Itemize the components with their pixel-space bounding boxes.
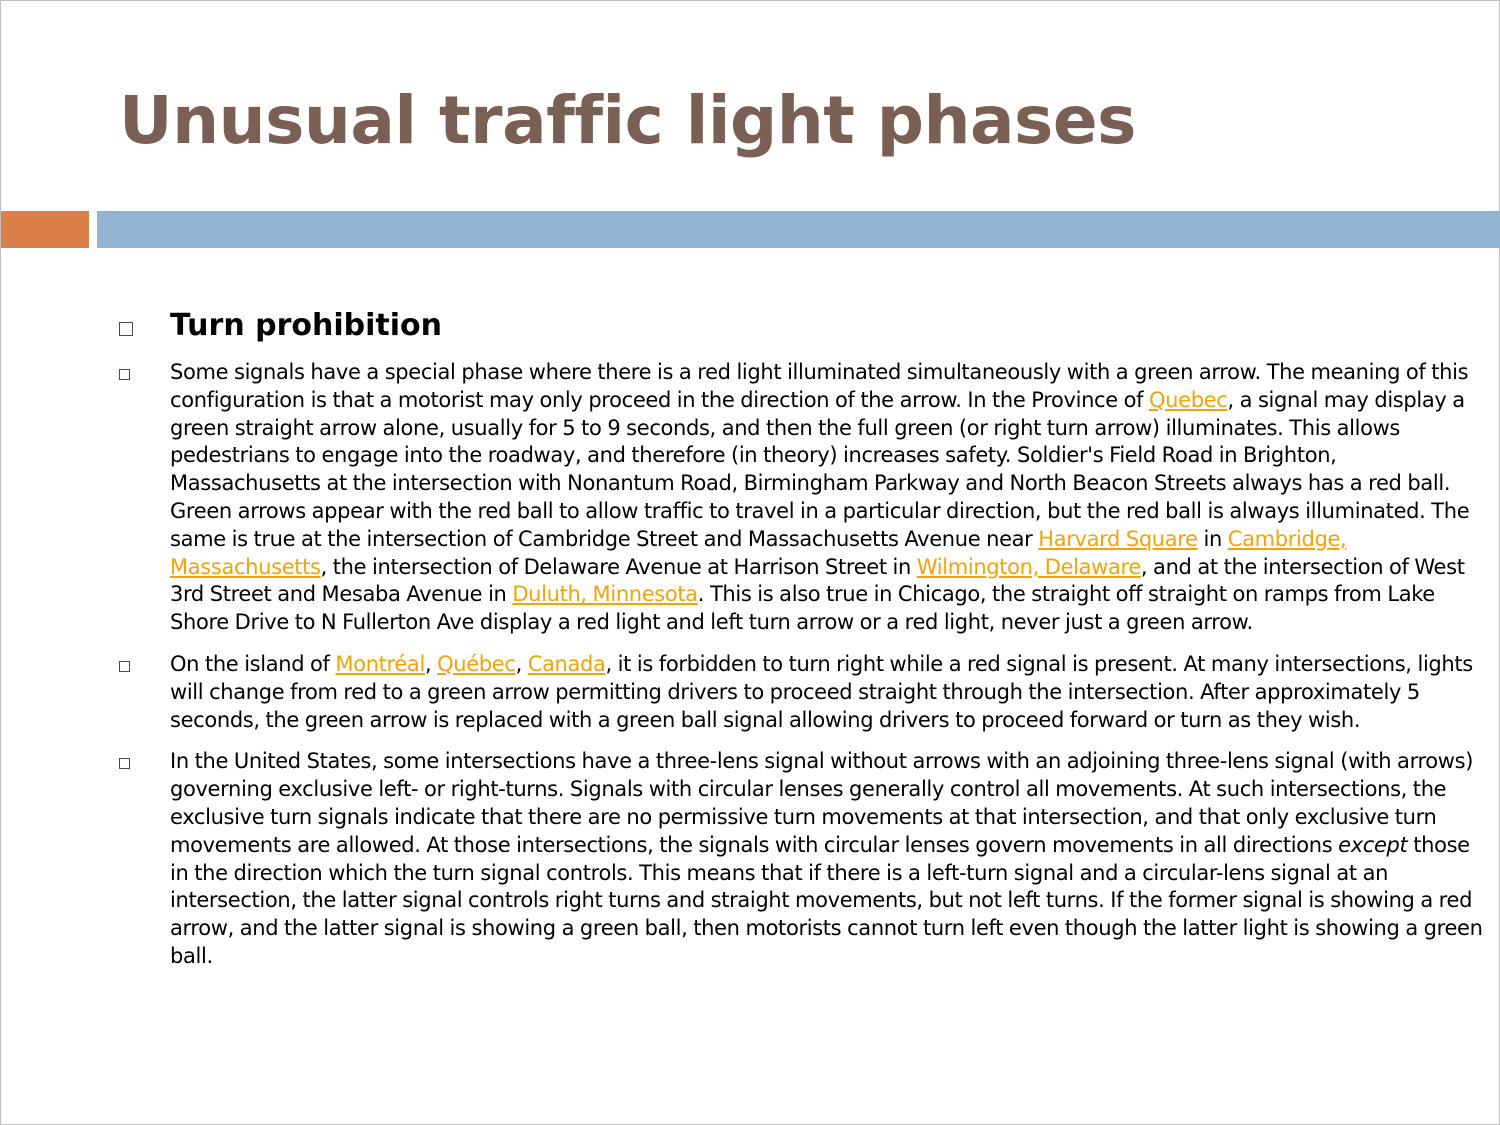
link-quebec[interactable]: Quebec xyxy=(1149,387,1228,412)
hollow-square-bullet-icon xyxy=(119,661,130,672)
slide-content xyxy=(119,305,1491,985)
paragraph-text xyxy=(170,748,1491,970)
text-run: On the island of xyxy=(170,651,336,676)
text-run: . This is also true in Chicago, the straight off straight on ramps from Lake Shore Drive to N Fullerton Ave display a red light and left turn arrow or a red light, never just a green arrow. xyxy=(170,582,1435,635)
slide-title: Unusual traffic light phases xyxy=(119,82,1136,159)
section-heading: Turn prohibition xyxy=(170,308,442,343)
text-run: in xyxy=(1197,526,1228,551)
text-run: Some signals have a special phase where there is a red light illuminated simultaneously with a green arrow. The meaning of this configuration is that a motorist may only proceed in the direction of the arrow. In the Province of xyxy=(170,360,1469,412)
bullet-paragraph-2 xyxy=(119,651,1491,734)
link-harvard-square[interactable]: Harvard Square xyxy=(1038,526,1198,551)
text-run: those in the direction which the turn signal controls. This means that if there is a left-turn signal and a circular-lens signal at an intersection, the latter signal controls right turns and straight movements, but not left turns. If the former signal is showing a red arrow, and the latter signal is showing a green ball, then motorists cannot turn left even though the latter light is showing a green ball. xyxy=(170,832,1483,968)
bullet-heading xyxy=(119,305,1491,347)
bullet-paragraph-1 xyxy=(119,359,1491,637)
link-wilmington-delaware[interactable]: Wilmington, Delaware xyxy=(916,554,1141,579)
text-run: In the United States, some intersections have a three-lens signal without arrows with an adjoining three-lens signal (with arrows) governing exclusive left- or right-turns. Signals with circular lenses generally control all movements. At such intersections, the exclusive turn signals indicate that there are no permissive turn movements at that intersection, and that only exclusive turn movements are allowed. At those intersections, the signals with circular lenses govern movements in all directions xyxy=(170,749,1474,857)
emphasis-except: except xyxy=(1338,832,1408,857)
paragraph-text xyxy=(170,651,1491,734)
link-cambridge-massachusetts[interactable]: Cambridge, Massachusetts xyxy=(170,526,1347,579)
paragraph-text xyxy=(170,359,1491,637)
accent-bar-blue xyxy=(97,211,1500,248)
link-montreal[interactable]: Montréal xyxy=(335,651,425,676)
link-duluth-minnesota[interactable]: Duluth, Minnesota xyxy=(512,582,698,607)
text-run: , the intersection of Delaware Avenue at Harrison Street in xyxy=(320,554,917,579)
text-run: , a signal may display a green straight arrow alone, usually for 5 to 9 seconds, and then the full green (or right turn arrow) illuminates. This allows pedestrians to engage into the roadway, and therefore (in theory) increases safety. Soldier's Field Road in Brighton, Massachusetts at the intersection with Nonantum Road, Birmingham Parkway and North Beacon Streets always has a red ball. Green arrows appear with the red ball to allow traffic to travel in a particular direction, but the red ball is always illuminated. The same is true at the intersection of Cambridge Street and Massachusetts Avenue near xyxy=(170,387,1470,551)
hollow-square-bullet-icon xyxy=(119,369,130,380)
text-run: , it is forbidden to turn right while a red signal is present. At many intersections, lights will change from red to a green arrow permitting drivers to proceed straight through the intersection. After approximately 5 seconds, the green arrow is replaced with a green ball signal allowing drivers to proceed forward or turn as they wish. xyxy=(170,651,1473,732)
text-run: , xyxy=(515,651,528,676)
text-run: , xyxy=(424,651,438,676)
bullet-paragraph-3 xyxy=(119,748,1491,970)
hollow-square-bullet-icon xyxy=(119,758,130,769)
hollow-square-bullet-icon xyxy=(119,322,133,336)
text-run: , and at the intersection of West 3rd Street and Mesaba Avenue in xyxy=(170,554,1465,607)
link-quebec-province[interactable]: Québec xyxy=(437,651,516,676)
accent-bar-orange xyxy=(1,211,89,248)
link-canada[interactable]: Canada xyxy=(527,651,606,676)
